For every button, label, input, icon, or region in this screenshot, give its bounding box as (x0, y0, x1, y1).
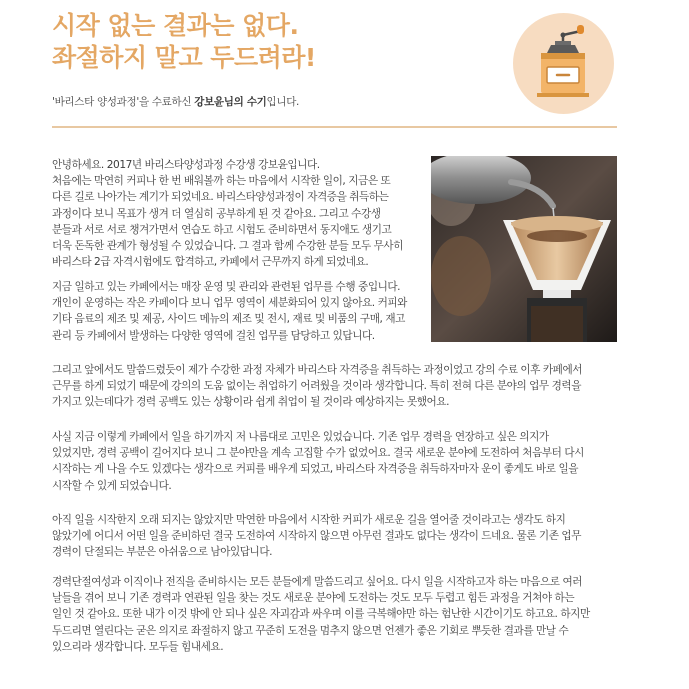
paragraph-line: 날들을 겪어 보니 기존 경력과 연관된 일을 찾는 것도 새로운 분야에 도전하는 것도 모두 두렵고 힘든 과정을 거쳐야 하는 (52, 592, 575, 605)
paragraph-line: 지금 일하고 있는 카페에서는 매장 운영 및 관리와 관련된 업무를 수행 중입니다. (52, 281, 401, 293)
paragraph-line: 기타 음료의 제조 및 제공, 사이드 메뉴의 제조 및 전시, 재료 및 비품의 구매, 재고 (52, 313, 405, 326)
coffee-photo (431, 156, 617, 342)
paragraph-1 (52, 157, 424, 270)
headline-line-2: 좌절하지 말고 두드려라! (52, 43, 316, 72)
paragraph-line: 가지고 있는데다가 경력 공백도 있는 상황이라 쉽게 취업이 될 것이라 예상하지는 못했어요. (52, 396, 449, 409)
headline-line-1: 시작 없는 결과는 없다. (52, 11, 299, 40)
paragraph-line: 관리 등 카페에서 발생하는 다양한 영역에 걸친 업무를 담당하고 있답니다. (52, 329, 375, 342)
paragraph-line: 근무를 하게 되었기 때문에 강의의 도움 없이는 취업하기 어려웠을 것이라 생각합니다. 특히 전혀 다른 분야의 업무 경력을 (52, 380, 581, 393)
paragraph-line: 과정이다 보니 목표가 생겨 더 열심히 공부하게 된 것 같아요. 그리고 수강생 (52, 207, 381, 220)
paragraph-line: 처음에는 막연히 커피나 한 번 배워볼까 하는 마음에서 시작한 일이, 지금은 또 (52, 175, 391, 188)
paragraph-3 (52, 362, 617, 411)
divider (52, 126, 617, 128)
paragraph-line: 안녕하세요. 2017년 바리스타양성과정 수강생 강보윤입니다. (52, 159, 320, 171)
paragraph-line: 분들과 서로 서로 챙겨가면서 연습도 하고 시험도 준비하면서 동지애도 생기고 (52, 223, 392, 236)
paragraph-6 (52, 574, 617, 655)
paragraph-line: 두드리면 열린다는 굳은 의지로 좌절하지 않고 꾸준히 도전을 멈추지 않으면 언젠가 좋은 기회로 뿌듯한 결과를 만날 수 (52, 624, 569, 637)
paragraph-line: 바리스타 2급 자격시험에도 합격하고, 카페에서 근무까지 하게 되었네요. (52, 256, 369, 269)
paragraph-line: 사실 지금 이렇게 카페에서 일을 하기까지 저 나름대로 고민은 있었습니다. 기존 업무 경력을 연장하고 싶은 의지가 (52, 431, 549, 443)
paragraph-line: 경력이 단절되는 부분은 아쉬움으로 남아있답니다. (52, 546, 273, 559)
paragraph-line: 시작하는 게 나을 수도 있겠다는 생각으로 커피를 배우게 되었고, 바리스타 자격증을 취득하자마자 운이 좋게도 바로 일을 (52, 463, 579, 476)
paragraph-5 (52, 512, 617, 561)
subtitle-prefix: '바리스타 양성과정'을 수료하신 (52, 96, 195, 108)
subtitle-name: 강보윤님의 수기 (194, 96, 267, 108)
paragraph-line: 그리고 앞에서도 말씀드렸듯이 제가 수강한 과정 자체가 바리스타 자격증을 취득하는 과정이었고 강의 수료 이후 카페에서 (52, 364, 583, 376)
paragraph-2 (52, 279, 424, 344)
paragraph-line: 일인 것 같아요. 또한 내가 이것 밖에 안 되나 싶은 자괴감과 싸우며 이를 극복해야만 하는 험난한 시간이기도 하고요. 하지만 (52, 608, 590, 621)
paragraph-line: 다른 길로 나아가는 계기가 되었네요. 바리스타양성과정이 자격증을 취득하는 (52, 191, 389, 204)
paragraph-line: 개인이 운영하는 작은 카페이다 보니 업무 영역이 세분화되어 있지 않아요. 커피와 (52, 297, 407, 310)
paragraph-line: 않았기에 어디서 어떤 일을 준비하던 결국 도전하여 시작하지 않으면 아무런 결과도 없다는 생각이 드네요. 물론 기존 업무 (52, 530, 581, 543)
paragraph-line: 시작할 수 있게 되었습니다. (52, 479, 172, 492)
paragraph-line: 더욱 돈독한 관계가 형성될 수 있었습니다. 그 결과 함께 수강한 분들 모두 무사히 (52, 240, 403, 253)
paragraph-line: 아직 일을 시작한지 오래 되지는 않았지만 막연한 마음에서 시작한 커피가 새로운 길을 열어줄 것이라고는 생각도 하지 (52, 514, 566, 526)
paragraph-line: 있으리라 생각합니다. 모두들 힘내세요. (52, 640, 224, 653)
subtitle (52, 94, 299, 109)
coffee-grinder-icon (513, 13, 614, 114)
paragraph-line: 있었지만, 경력 공백이 길어지다 보니 그 분야만을 계속 고집할 수가 없었어요. 결국 새로운 분야에 도전하여 처음부터 다시 (52, 447, 584, 460)
subtitle-suffix: 입니다. (266, 96, 300, 108)
paragraph-4 (52, 429, 617, 494)
paragraph-line: 경력단절여성과 이직이나 전직을 준비하시는 모든 분들에게 말씀드리고 싶어요. 다시 일을 시작하고자 하는 마음으로 여러 (52, 576, 583, 588)
headline (52, 10, 316, 74)
